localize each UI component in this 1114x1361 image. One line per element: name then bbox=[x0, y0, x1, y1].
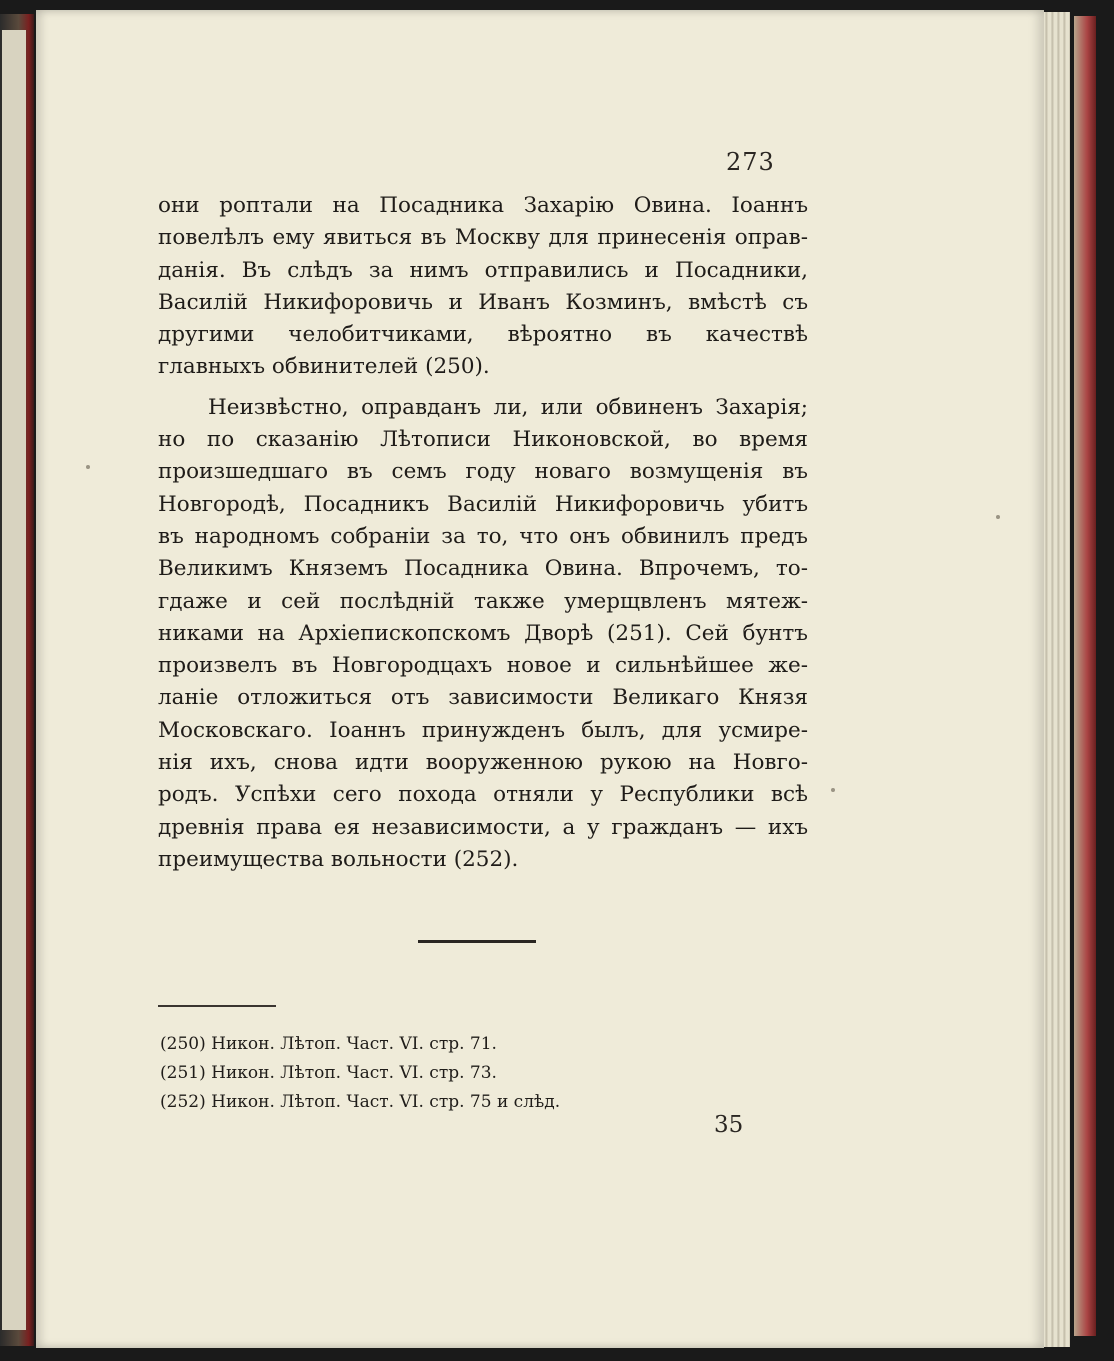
text-line: Великимъ Княземъ Посадника Овина. Впрочемъ, то- bbox=[158, 556, 808, 582]
paragraph-1 bbox=[158, 190, 808, 384]
text-line: повелѣлъ ему явиться въ Москву для принесенія оправ- bbox=[158, 225, 808, 251]
left-page-sliver bbox=[2, 30, 26, 1330]
text-line: произшедшаго въ семъ году новаго возмущенія въ bbox=[158, 459, 808, 485]
paper-speck bbox=[86, 465, 90, 469]
book-page bbox=[36, 10, 1044, 1348]
text-line: главныхъ обвинителей (250). bbox=[158, 354, 490, 380]
footnote-rule bbox=[158, 1005, 276, 1007]
text-line: въ народномъ собраніи за то, что онъ обвинилъ предъ bbox=[158, 523, 808, 549]
text-line: Новгородѣ, Посадникъ Василій Никифоровичь убитъ bbox=[158, 491, 808, 517]
footnote: (252) Никон. Лѣтоп. Част. VI. стр. 75 и слѣд. bbox=[160, 1092, 561, 1112]
signature-mark: 35 bbox=[714, 1112, 744, 1138]
paragraph-2 bbox=[158, 392, 808, 876]
text-line: другими челобитчиками, вѣроятно въ качествѣ bbox=[158, 322, 808, 348]
text-line: преимущества вольности (252). bbox=[158, 846, 519, 872]
text-line: гдаже и сей послѣдній также умерщвленъ мятеж- bbox=[158, 588, 808, 614]
text-line: никами на Архіепископскомъ Дворѣ (251). Сей бунтъ bbox=[158, 620, 808, 646]
paper-speck bbox=[831, 788, 835, 792]
text-line: произвелъ въ Новгородцахъ новое и сильнѣйшее же- bbox=[158, 653, 808, 679]
text-line: но по сказанію Лѣтописи Никоновской, во время bbox=[158, 427, 808, 453]
text-line: родъ. Успѣхи сего похода отняли у Республики всѣ bbox=[158, 782, 808, 808]
text-line: они роптали на Посадника Захарію Овина. Іоаннъ bbox=[158, 193, 808, 218]
footnotes bbox=[160, 1030, 680, 1117]
text-line: данія. Въ слѣдъ за нимъ отправились и Посадники, bbox=[158, 257, 808, 283]
text-line: нія ихъ, снова идти вооруженною рукою на Новго- bbox=[158, 750, 808, 776]
section-divider bbox=[418, 940, 536, 943]
text-line: Василій Никифоровичь и Иванъ Козминъ, вмѣстѣ съ bbox=[158, 289, 808, 315]
text-line: Московскаго. Іоаннъ принужденъ былъ, для усмире- bbox=[158, 717, 808, 743]
page-number: 273 bbox=[726, 148, 775, 176]
footnote: (251) Никон. Лѣтоп. Част. VI. стр. 73. bbox=[160, 1063, 497, 1083]
book-cover-edge bbox=[1074, 16, 1096, 1336]
body-text bbox=[158, 190, 808, 876]
footnote: (250) Никон. Лѣтоп. Част. VI. стр. 71. bbox=[160, 1034, 497, 1054]
text-line: Неизвѣстно, оправданъ ли, или обвиненъ Захарія; bbox=[208, 394, 808, 420]
text-line: древнія права ея независимости, а у гражданъ — ихъ bbox=[158, 814, 808, 840]
text-line: ланіе отложиться отъ зависимости Великаго Князя bbox=[158, 685, 808, 711]
paper-speck bbox=[996, 515, 1000, 519]
paragraph-gap bbox=[158, 384, 808, 392]
